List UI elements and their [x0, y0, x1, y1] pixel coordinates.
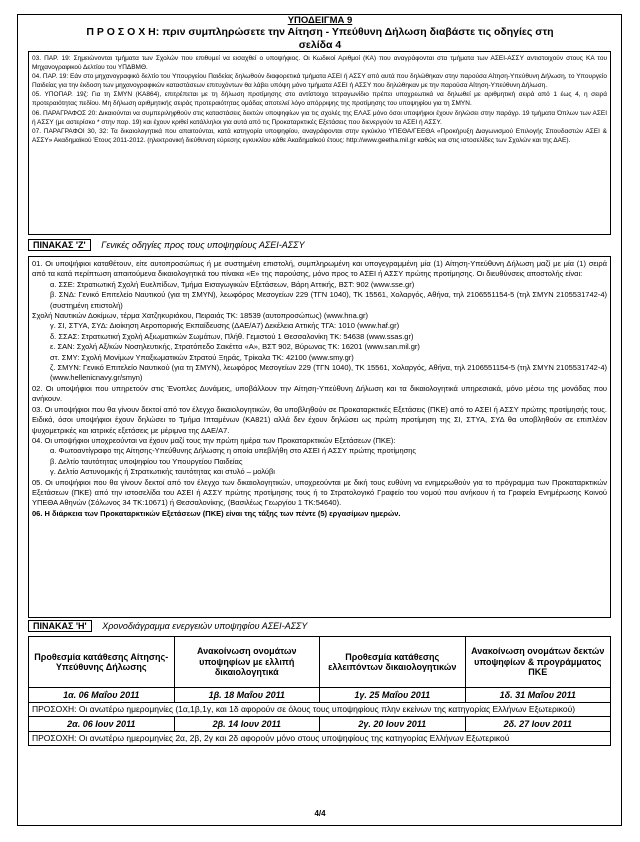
header-cell: Ανακοίνωση ονομάτων υποψηφίων με ελλιπή δικαιολογητικά — [174, 637, 320, 688]
date-cell: 2δ. 27 Ιουν 2011 — [465, 717, 611, 732]
table-row — [29, 717, 611, 732]
table-row — [29, 688, 611, 703]
table-row — [29, 637, 611, 688]
header-cell: Προθεσμία κατάθεσης Αίτησης-Υπεύθυνης Δήλωσης — [29, 637, 175, 688]
address-d: δ. ΣΣΑΣ: Στρατιωτική Σχολή Αξιωματικών Σωμάτων, Πλήθ. Γεμιστού 1 Θεσσαλονίκη ΤΚ: 54638 (www.ssas.gr) — [50, 331, 414, 341]
address-b2: Σχολή Ναυτικών Δοκίμων, τέρμα Χατζηκυριάκου, Πειραιάς ΤΚ: 18539 (αυτοπροσώπως) (www.hna.gr) — [32, 311, 369, 321]
rule-04-c: γ. Δελτίο Αστυνομικής ή Στρατιωτικής ταυτότητας και στυλό – μολύβι — [50, 467, 275, 477]
rule-04-b: β. Δελτίο ταυτότητας υποψηφίου του Υπουργείου Παιδείας — [50, 456, 243, 466]
warning-line-2: σελίδα 4 — [298, 39, 342, 51]
table-h-title: Χρονοδιάγραμμα ενεργειών υποψηφίου ΑΣΕΙ-ΑΣΣΥ — [102, 621, 308, 631]
date-cell: 1β. 18 Μαΐου 2011 — [174, 688, 320, 703]
rule-01: 01. Οι υποψήφιοι καταθέτουν, είτε αυτοπροσώπως ή με συστημένη επιστολή, συμπληρωμένη και υπογεγραμμένη μία (1) Αίτηση-Υπεύθυνη Δήλωση μαζί με μία (1) σειρά από τα κατά περίπτωση απαιτούμενα δικαιολογητικά του πίνακα «Ε» της παρούσης, μόνο προς το ΑΣΕΙ ή ΑΣΣΥ πρώτης προτίμησης. Οι διευθύνσεις αποστολής είναι: — [32, 259, 607, 279]
attention-note-1: ΠΡΟΣΟΧΗ: Οι ανωτέρω ημερομηνίες (1α,1β,1γ, και 1δ αφορούν σε όλους τους υποψηφίους πλην εκείνων της κατηγορίας Ελλήνων Εξωτερικού) — [29, 703, 611, 717]
rule-04: 04. Οι υποψήφιοι υποχρεούνται να έχουν μαζί τους την πρώτη ημέρα των Προκαταρκτικών Εξετάσεων (ΠΚΕ): — [32, 435, 396, 445]
date-cell: 2α. 06 Ιουν 2011 — [29, 717, 175, 732]
table-row — [29, 703, 611, 717]
rule-05: 05. Οι υποψήφιοι που θα γίνουν δεκτοί από τον έλεγχο των δικαιολογητικών, υποχρεούνται με δική τους ευθύνη να ενημερωθούν για το πρόγραμμα των Προκαταρκτικών Εξετάσεων (ΠΚΕ) από την ιστοσελίδα του ΑΣΕΙ ή ΑΣΣΥ πρώτης προτίμησης τους ή το Στρατολογικό Γραφείο του νομού που ανήκουν ή τα Γραφεία Ενημέρωσης Κοινού ΥΠΕΘΑ Αθηνών (Σόλωνος 34 ΤΚ:10671) ή Θεσσαλονίκης, (Βασιλέως Γεωργίου 1 ΤΚ:54640). — [32, 477, 607, 508]
page-header — [30, 15, 610, 52]
rule-03: 03. Οι υποψήφιοι που θα γίνουν δεκτοί από τον έλεγχο δικαιολογητικών, θα υποβληθούν σε Προκαταρκτικές Εξετάσεις (ΠΚΕ) από το ΑΣΕΙ ή ΑΣΣΥ πρώτης προτίμησής τους. Ειδικά, όσοι υποψήφιοι έχουν δηλώσει το Τμήμα Ιπταμένων (ΚΑ821) αλλά δεν έχουν δηλώσει ως πρώτη προτίμηση της ΣΙ, ΣΤΥΑ, ΣΥΔ θα υποβληθούν σε επιπλέον ψυχομετρικές και ιατρικές εξετάσεις με μέριμνα της ΔΑΕ/Α7. — [32, 404, 607, 435]
note-item: 06. ΠΑΡΑΓΡΑΦΟΣ 20: Δικαιούνται να συμπεριληφθούν στις καταστάσεις δεκτών υποψηφίων για τις σχολές της ΕΛΑΣ μόνο όσοι υποψήφιοι έχουν δηλώσει στην παράγρ. 19 τμήματα Όπλων των ΑΣΕΙ ή ΑΣΣΥ (με αστερίσκο * στην παρ. 19) και έχουν κριθεί κατάλληλοι για αυτά από τις Προκαταρκτικές Εξετάσεις που διενεργούν τα ΑΣΕΙ ή ΑΣΣΥ. — [32, 109, 607, 126]
date-cell: 2β. 14 Ιουν 2011 — [174, 717, 320, 732]
table-h-caption — [28, 621, 307, 632]
table-h-label: ΠΙΝΑΚΑΣ 'Η' — [28, 620, 92, 632]
date-cell: 2γ. 20 Ιουν 2011 — [320, 717, 466, 732]
date-cell: 1α. 06 Μαΐου 2011 — [29, 688, 175, 703]
note-item: 03. ΠΑΡ. 19: Σημειώνονται τμήματα των Σχολών που επιθυμεί να εισαχθεί ο υποψήφιος. Οι Κωδικοί Αριθμοί (ΚΑ) που αναγράφονται στα τμήματα των ΑΣΕΙ-ΑΣΣΥ αντιστοιχούν στους ΚΑ του Μηχανογραφικού Δελτίου του ΥΠΔΒΜΘ. — [32, 55, 607, 72]
notes-box — [28, 51, 611, 235]
date-cell: 1δ. 31 Μαΐου 2011 — [465, 688, 611, 703]
address-b1: β. ΣΝΔ: Γενικό Επιτελείο Ναυτικού (για τη ΣΜΥΝ), λεωφόρος Μεσογείων 229 (ΤΓΝ 1040), ΤΚ 15561, Χολαργός, Αθήνα, τηλ 2106551154-5 (τηλ ΣΜΥΝ 2105531742-4) (συστημένη επιστολή) — [50, 290, 607, 310]
attention-note-2: ΠΡΟΣΟΧΗ: Οι ανωτέρω ημερομηνίες 2α, 2β, 2γ και 2δ αφορούν μόνο στους υποψηφίους της κατηγορίας Ελλήνων Εξωτερικού — [29, 732, 611, 746]
address-c: γ. ΣΙ, ΣΤΥΑ, ΣΥΔ: Διοίκηση Αεροπορικής Εκπαίδευσης (ΔΑΕ/Α7) Δεκέλεια Αττικής ΤΓΑ: 1010 (www.haf.gr) — [50, 321, 400, 331]
header-cell: Ανακοίνωση ονομάτων δεκτών υποψηφίων & προγράμματος ΠΚΕ — [465, 637, 611, 688]
table-z-label: ΠΙΝΑΚΑΣ 'Ζ' — [28, 239, 91, 251]
date-cell: 1γ. 25 Μαΐου 2011 — [320, 688, 466, 703]
warning-line-1: Π Ρ Ο Σ Ο Χ Η: πριν συμπληρώσετε την Αίτηση - Υπεύθυνη Δήλωση διαβάστε τις οδηγίες στη — [86, 26, 554, 38]
schedule-table — [28, 636, 611, 746]
address-z: ζ. ΣΜΥΝ: Γενικό Επιτελείο Ναυτικού (για τη ΣΜΥΝ), λεωφόρος Μεσογείων 229 (ΤΓΝ 1040), ΤΚ 15561, Χολαργός, Αθήνα, τηλ 2106551154-5 (τηλ ΣΜΥΝ 2105531742-4) (www.hellenicnavy.gr/smyn) — [50, 363, 607, 383]
address-st: στ. ΣΜΥ: Σχολή Μονίμων Υπαξιωματικών Στρατού Ξηράς, Τρίκαλα ΤΚ: 42100 (www.smy.gr) — [50, 352, 354, 362]
table-z-caption — [28, 240, 305, 251]
rule-02: 02. Οι υποψήφιοι που υπηρετούν στις Ένοπλες Δυνάμεις, υποβάλλουν την Αίτηση-Υπεύθυνη Δήλωση και τα δικαιολογητικά υπηρεσιακά, μόνο μέσω της μονάδας που ανήκουν. — [32, 383, 607, 404]
address-a: α. ΣΣΕ: Στρατιωτική Σχολή Ευελπίδων, Τμήμα Εισαγωγικών Εξετάσεων, Βάρη Αττικής, ΒΣΤ: 902 (www.sse.gr) — [50, 279, 415, 289]
note-item: 04. ΠΑΡ. 19: Εάν στο μηχανογραφικό δελτίο του Υπουργείου Παιδείας δηλωθούν διαφορετικά τμήματα ΑΣΕΙ ή ΑΣΣΥ από αυτά που δηλώθηκαν στην παρούσα Αίτηση-Υπεύθυνη Δήλωση, το Υπουργείο Παιδείας για την έκδοση των μηχανογραφικών καταστάσεων επιτυχόντων θα λάβει υπόψη μόνο τμήματα ΑΣΕΙ ή ΑΣΣΥ που δηλώθηκαν με την παρούσα Αίτηση-Υπεύθυνη Δήλωση. — [32, 73, 607, 90]
sample-title: ΥΠΟΔΕΙΓΜΑ 9 — [287, 15, 353, 26]
header-cell: Προθεσμία κατάθεσης ελλειπόντων δικαιολογητικών — [320, 637, 466, 688]
note-item: 07. ΠΑΡΑΓΡΑΦΟΙ 30, 32: Τα δικαιολογητικά που απαιτούνται, κατά κατηγορία υποψηφίου, αναγράφονται στην εγκύκλιο ΥΠΕΘΑ/ΓΕΕΘΑ «Προκήρυξη Διαγωνισμού Επιλογής Σπουδαστών ΑΣΕΙ & ΑΣΣΥ» Ακαδημαϊκού Έτους 2011-2012. (ηλεκτρονική διεύθυνση εύρεσης εγκυκλίου κάθε Ακαδημαϊκού έτους: http://www.geetha.mil.gr καθώς και στις ιστοσελίδες των Σχολών και της ΔΑΕ). — [32, 127, 607, 144]
note-item: 05. ΥΠΟΠΑΡ. 19ζ: Για τη ΣΜΥΝ (ΚΑ864), επιτρέπεται με τη δήλωση προτίμησης στο αντίστοιχο τετραγωνίδιο πρέπει υποχρεωτικά να δηλωθεί με αριθμητική σειρά από 1 έως 4, η σειρά προτεραιότητας πεδίου. Μη δήλωση αριθμητικής σειράς προτεραιότητας ομάδας αποτελεί λόγο απόρριψης της προτίμησης του υποψηφίου για τη ΣΜΥΝ. — [32, 91, 607, 108]
table-row — [29, 732, 611, 746]
table-z-title: Γενικές οδηγίες προς τους υποψηφίους ΑΣΕΙ-ΑΣΣΥ — [101, 240, 305, 250]
address-e: ε. ΣΑΝ: Σχολή Αξ/κών Νοσηλευτικής, Στρατόπεδο Σακέττα «Α», ΒΣΤ 902, Βύρωνας ΤΚ: 16201 (www.san.mil.gr) — [50, 342, 420, 352]
rule-06: 06. Η διάρκεια των Προκαταρκτικών Εξετάσεων (ΠΚΕ) είναι της τάξης των πέντε (5) εργασίμων ημερών. — [32, 508, 401, 518]
page-number: 4/4 — [314, 809, 326, 818]
general-instructions-box — [28, 256, 611, 618]
rule-04-a: α. Φωτοαντίγραφο της Αίτησης-Υπεύθυνης Δήλωσης η οποία υπεβλήθη στο ΑΣΕΙ ή ΑΣΣΥ πρώτης προτίμησης — [50, 446, 417, 456]
